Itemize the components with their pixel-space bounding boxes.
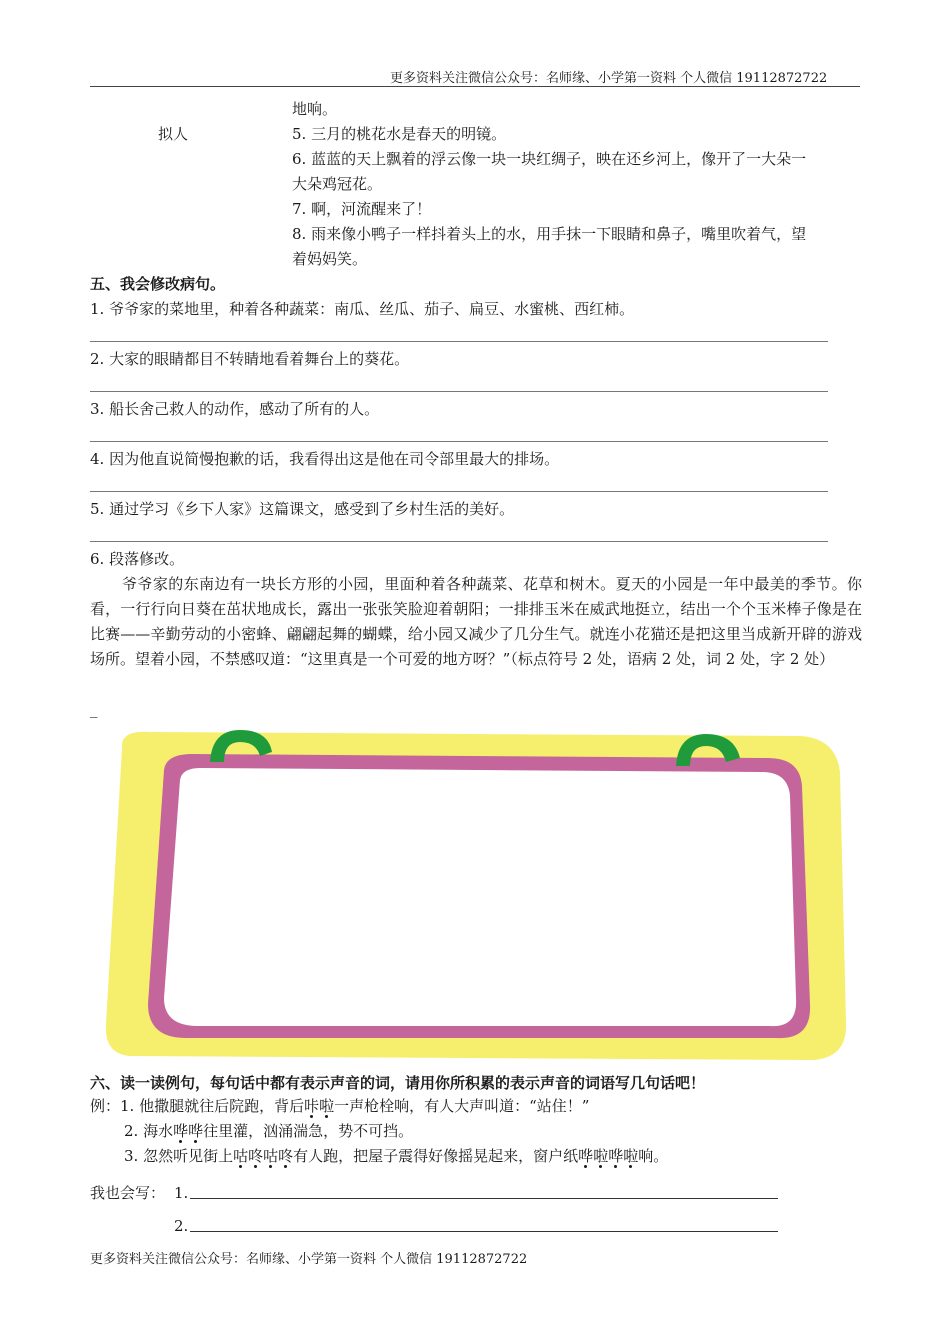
answer-line-3[interactable] xyxy=(90,441,828,442)
example-2-post: 往里灌，汹涌湍急，势不可挡。 xyxy=(203,1122,414,1140)
item6-title: 6. 段落修改。 xyxy=(90,550,185,568)
top-line-2: 5. 三月的桃花水是春天的明镜。 xyxy=(292,125,507,143)
top-line-6: 8. 雨来像小鸭子一样抖着头上的水，用手抹一下眼睛和鼻子，嘴里吹着气，望 xyxy=(292,225,807,243)
sound-char: 咕 xyxy=(263,1147,279,1165)
answer-frame[interactable] xyxy=(100,722,850,1062)
answer-line-1[interactable] xyxy=(90,341,828,342)
answer-line-4[interactable] xyxy=(90,491,828,492)
top-line-7: 着妈妈笑。 xyxy=(292,250,368,268)
sentence-5: 5. 通过学习《乡下人家》这篇课文，感受到了乡村生活的美好。 xyxy=(90,500,515,518)
sentence-4: 4. 因为他直说简慢抱歉的话，我看得出这是他在司令部里最大的排场。 xyxy=(90,450,560,468)
sound-char: 咚 xyxy=(248,1147,264,1165)
rhetoric-label: 拟人 xyxy=(158,125,189,143)
example-1-pre: 1. 他撒腿就往后院跑，背后 xyxy=(120,1097,305,1115)
top-line-4: 大朵鸡冠花。 xyxy=(292,175,383,193)
section5-title: 五、我会修改病句。 xyxy=(90,275,226,293)
top-line-3: 6. 蓝蓝的天上飘着的浮云像一块一块红绸子，映在还乡河上，像开了一大朵一 xyxy=(292,150,807,168)
sound-char: 哗 xyxy=(188,1122,204,1140)
sound-char: 啦 xyxy=(319,1097,335,1115)
sentence-2: 2. 大家的眼睛都目不转睛地看着舞台上的葵花。 xyxy=(90,350,410,368)
example-3-post: 响。 xyxy=(638,1147,669,1165)
sound-char: 啦 xyxy=(623,1147,639,1165)
write-line-2[interactable] xyxy=(190,1231,778,1232)
example-1 xyxy=(90,1094,589,1119)
write-line-1[interactable] xyxy=(190,1198,778,1199)
page-header: 更多资料关注微信公众号：名师缘、小学第一资料 个人微信 19112872722 xyxy=(390,71,828,86)
sound-char: 咕 xyxy=(233,1147,249,1165)
sentence-1: 1. 爷爷家的菜地里，种着各种蔬菜：南瓜、丝瓜、茄子、扁豆、水蜜桃、西红柿。 xyxy=(90,300,635,318)
stray-mark: _ xyxy=(90,700,98,718)
top-line-5: 7. 啊，河流醒来了！ xyxy=(292,200,432,218)
answer-line-5[interactable] xyxy=(90,541,828,542)
sound-char: 哗 xyxy=(173,1122,189,1140)
sound-char: 啦 xyxy=(593,1147,609,1165)
example-3 xyxy=(124,1144,668,1169)
write-number-1: 1. xyxy=(174,1184,189,1202)
paragraph-to-correct: 爷爷家的东南边有一块长方形的小园，里面种着各种蔬菜、花草和树木。夏天的小园是一年中最美的季节。你看，一行行向日葵在茁状地成长，露出一张张笑脸迎着朝阳；一排排玉米在威武地挺立，结出一个个玉米棒子像是在比赛——辛勤劳动的小密蜂、翩翩起舞的蝴蝶，给小园又减少了几分生气。就连小花猫还是把这里当成新开辟的游戏场所。望着小园，不禁感叹道：“这里真是一个可爱的地方呀？”（标点符号 2 处，语病 2 处，词 2 处，字 2 处） xyxy=(90,575,862,668)
sound-char: 哗 xyxy=(578,1147,594,1165)
sound-char: 咚 xyxy=(278,1147,294,1165)
sentence-3: 3. 船长舍己救人的动作，感动了所有的人。 xyxy=(90,400,380,418)
write-number-2: 2. xyxy=(174,1217,189,1235)
example-1-post: 一声枪栓响，有人大声叫道：“站住！” xyxy=(334,1097,590,1115)
write-label: 我也会写： xyxy=(90,1184,166,1202)
page-footer: 更多资料关注微信公众号：名师缘、小学第一资料 个人微信 19112872722 xyxy=(90,1252,528,1267)
header-rule xyxy=(90,86,860,87)
sound-char: 哗 xyxy=(608,1147,624,1165)
section6-title: 六、读一读例句，每句话中都有表示声音的词，请用你所积累的表示声音的词语写几句话吧！ xyxy=(90,1074,706,1092)
example-2 xyxy=(124,1119,413,1144)
example-3-pre: 3. 忽然听见街上 xyxy=(124,1147,234,1165)
example-label: 例： xyxy=(90,1097,121,1115)
top-line-1: 地响。 xyxy=(292,100,338,118)
example-3-mid: 有人跑，把屋子震得好像摇晃起来，窗户纸 xyxy=(293,1147,579,1165)
answer-line-2[interactable] xyxy=(90,391,828,392)
example-2-pre: 2. 海水 xyxy=(124,1122,174,1140)
sound-char: 咔 xyxy=(304,1097,320,1115)
frame-white-panel xyxy=(164,768,796,1026)
